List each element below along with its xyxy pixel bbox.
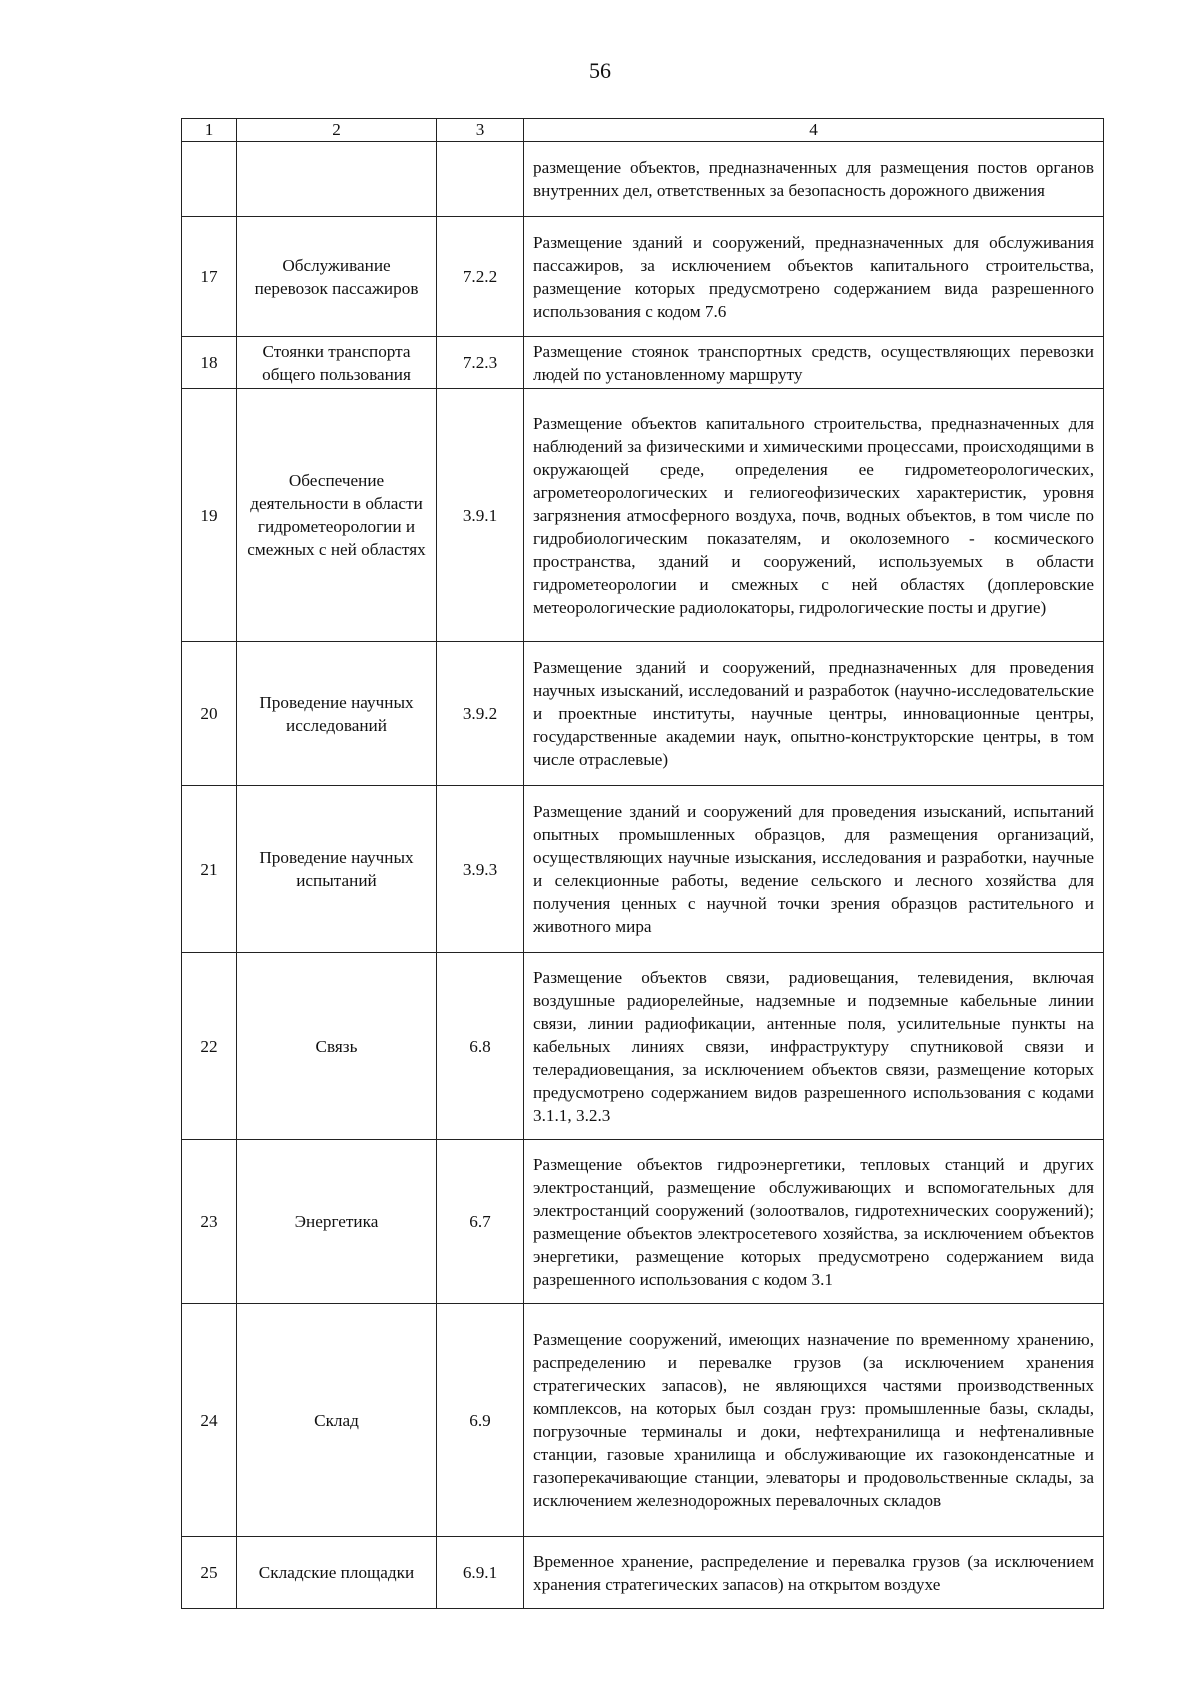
table-row: [182, 1140, 1104, 1304]
use-type-name: Обеспечение деятельности в области гидрометеорологии и смежных с ней областях: [237, 389, 437, 642]
use-type-description: Размещение сооружений, имеющих назначение по временному хранению, распределению и перевалке грузов (за исключением хранения стратегических запасов), не являющихся частями производственных комплексов, на которых был создан груз: промышленные базы, склады, погрузочные терминалы и доки, нефтехранилища и нефтеналивные станции, газовые хранилища и обслуживающие их газоконденсатные и газоперекачивающие станции, элеваторы и продовольственные склады, за исключением железнодорожных перевалочных складов: [524, 1304, 1104, 1537]
row-number: 19: [182, 389, 237, 642]
use-type-name: Обслуживание перевозок пассажиров: [237, 217, 437, 337]
table-row: [182, 642, 1104, 786]
table-row: [182, 337, 1104, 389]
header-col-4: 4: [524, 119, 1104, 142]
use-type-description: Размещение объектов капитального строительства, предназначенных для наблюдений за физическими и химическими процессами, происходящими в окружающей среде, определения ее гидрометеорологических, агрометеорологических и гелиогеофизических характеристик, уровня загрязнения атмосферного воздуха, почв, водных объектов, в том числе по гидробиологическим показателям, и околоземного - космического пространства, зданий и сооружений, используемых в области гидрометеорологии и смежных с ней областях (доплеровские метеорологические радиолокаторы, гидрологические посты и другие): [524, 389, 1104, 642]
use-type-code: 6.9.1: [437, 1537, 524, 1609]
use-type-description: Размещение объектов гидроэнергетики, тепловых станций и других электростанций, размещение обслуживающих и вспомогательных для электростанций сооружений (золоотвалов, гидротехнических сооружений); размещение объектов электросетевого хозяйства, за исключением объектов энергетики, размещение которых предусмотрено содержанием вида разрешенного использования с кодом 3.1: [524, 1140, 1104, 1304]
use-type-name: Проведение научных испытаний: [237, 786, 437, 953]
table-row: [182, 953, 1104, 1140]
row-number: 22: [182, 953, 237, 1140]
row-number: 20: [182, 642, 237, 786]
use-type-code: 3.9.2: [437, 642, 524, 786]
use-type-name: Энергетика: [237, 1140, 437, 1304]
use-type-name: Склад: [237, 1304, 437, 1537]
use-type-code: 6.7: [437, 1140, 524, 1304]
row-number: 18: [182, 337, 237, 389]
use-type-description: Размещение стоянок транспортных средств, осуществляющих перевозки людей по установленному маршруту: [524, 337, 1104, 389]
header-col-1: 1: [182, 119, 237, 142]
use-type-code: [437, 142, 524, 217]
header-col-3: 3: [437, 119, 524, 142]
use-type-name: [237, 142, 437, 217]
use-type-name: Проведение научных исследований: [237, 642, 437, 786]
table-row: [182, 786, 1104, 953]
header-col-2: 2: [237, 119, 437, 142]
row-number: 24: [182, 1304, 237, 1537]
table-row: [182, 389, 1104, 642]
row-number: 23: [182, 1140, 237, 1304]
use-type-name: Стоянки транспорта общего пользования: [237, 337, 437, 389]
table-row: [182, 1537, 1104, 1609]
use-type-code: 7.2.3: [437, 337, 524, 389]
row-number: [182, 142, 237, 217]
use-type-description: Размещение зданий и сооружений для проведения изысканий, испытаний опытных промышленных образцов, для размещения организаций, осуществляющих научные изыскания, исследования и разработки, научные и селекционные работы, ведение сельского и лесного хозяйства для получения ценных с научной точки зрения образцов растительного и животного мира: [524, 786, 1104, 953]
header-row: [182, 119, 1104, 142]
use-type-name: Связь: [237, 953, 437, 1140]
table-row: [182, 1304, 1104, 1537]
use-type-name: Складские площадки: [237, 1537, 437, 1609]
use-type-code: 3.9.1: [437, 389, 524, 642]
use-type-description: размещение объектов, предназначенных для размещения постов органов внутренних дел, ответственных за безопасность дорожного движения: [524, 142, 1104, 217]
row-number: 17: [182, 217, 237, 337]
table-row: [182, 217, 1104, 337]
table-row: [182, 142, 1104, 217]
use-type-description: Размещение зданий и сооружений, предназначенных для проведения научных изысканий, исследований и разработок (научно-исследовательские и проектные институты, научные центры, инновационные центры, государственные академии наук, опытно-конструкторские центры, в том числе отраслевые): [524, 642, 1104, 786]
use-type-code: 3.9.3: [437, 786, 524, 953]
page-number: 56: [589, 58, 611, 83]
row-number: 21: [182, 786, 237, 953]
use-type-description: Размещение зданий и сооружений, предназначенных для обслуживания пассажиров, за исключением объектов капитального строительства, размещение которых предусмотрено содержанием вида разрешенного использования с кодом 7.6: [524, 217, 1104, 337]
permitted-use-table: [181, 118, 1104, 1609]
use-type-code: 6.9: [437, 1304, 524, 1537]
use-type-description: Размещение объектов связи, радиовещания, телевидения, включая воздушные радиорелейные, надземные и подземные кабельные линии связи, линии радиофикации, антенные поля, усилительные пункты на кабельных линиях связи, инфраструктуру спутниковой связи и телерадиовещания, за исключением объектов связи, размещение которых предусмотрено содержанием видов разрешенного использования с кодами 3.1.1, 3.2.3: [524, 953, 1104, 1140]
use-type-description: Временное хранение, распределение и перевалка грузов (за исключением хранения стратегических запасов) на открытом воздухе: [524, 1537, 1104, 1609]
row-number: 25: [182, 1537, 237, 1609]
use-type-code: 7.2.2: [437, 217, 524, 337]
use-type-code: 6.8: [437, 953, 524, 1140]
